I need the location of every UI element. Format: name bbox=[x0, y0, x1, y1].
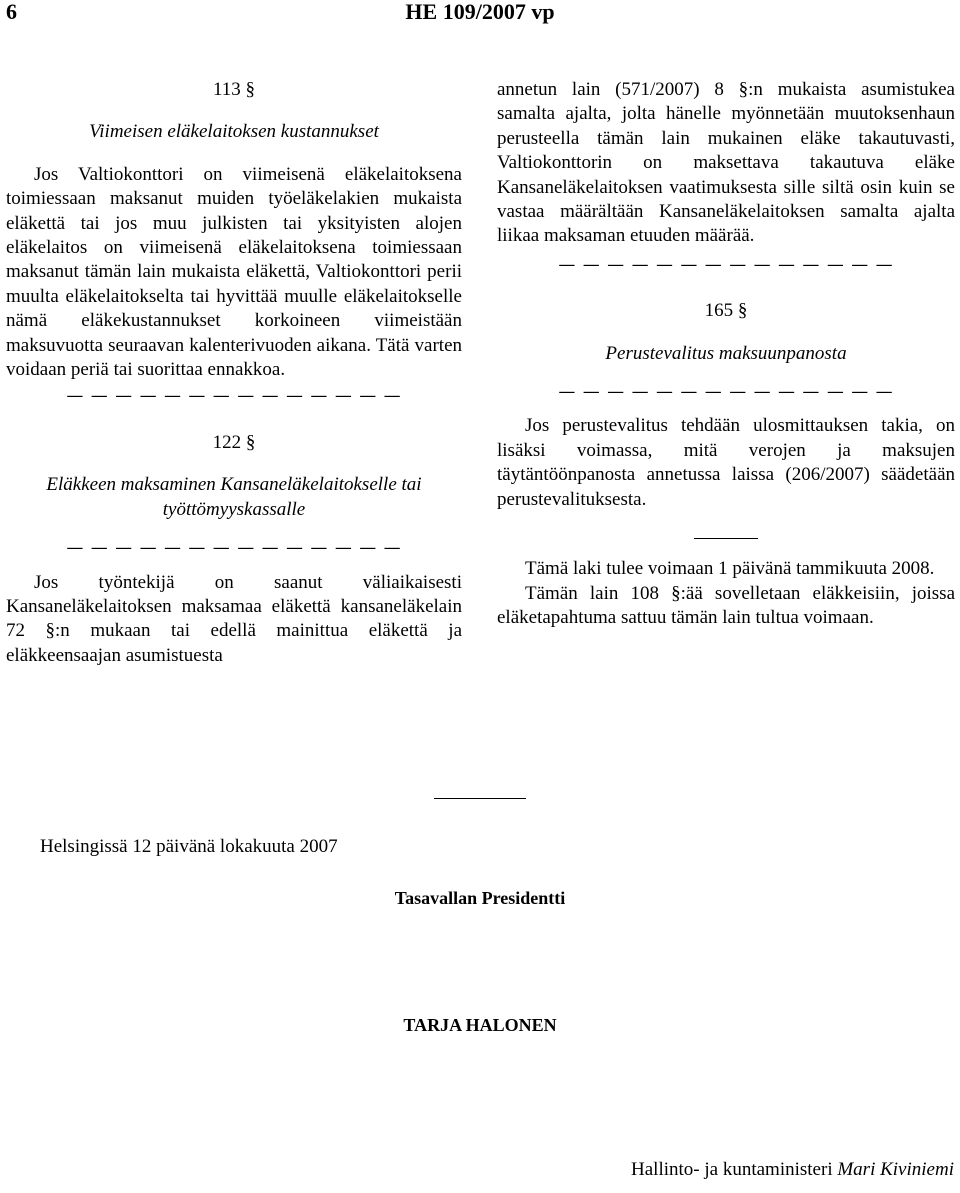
minister-role: Hallinto- ja kuntaministeri bbox=[631, 1159, 833, 1180]
countersignature bbox=[631, 1158, 954, 1182]
section-122-body: Jos työntekijä on saanut väliaikaisesti Kansaneläkelaitoksen maksamaa eläkettä kansaneläkelain 72 §:n mukaan tai edellä mainittua eläkettä ja eläkkeensaajan asumistuesta bbox=[6, 571, 462, 666]
omission-dashes: — — — — — — — — — — — — — — bbox=[66, 386, 402, 407]
section-separator-rule bbox=[694, 538, 758, 539]
end-of-act-rule bbox=[434, 798, 526, 799]
signature-title: Tasavallan Presidentti bbox=[394, 888, 566, 908]
section-113-body: Jos Valtiokonttori on viimeisenä eläkelaitoksena toimiessaan maksanut muiden työeläkelakien mukaista eläkettä tai jos muu julkisten tai yksityisten alojen eläkelaitos on viimeisenä eläkelaitoksena toimiessaan maksanut tämän lain mukaista eläkettä, Valtiokonttori perii muulta eläkelaitokselta tai hyvittää muulle eläkelaitokselle nämä eläkekustannukset korkoineen viimeistään maksuvuotta seuraavan kalenterivuoden aikana. Tätä varten voidaan periä tai suorittaa ennakkoa. bbox=[6, 163, 462, 381]
section-113-number: 113 § bbox=[212, 79, 256, 100]
page-header bbox=[0, 0, 960, 30]
minister-name: Mari Kiviniemi bbox=[837, 1159, 954, 1180]
left-column bbox=[6, 78, 462, 668]
signature-place-date: Helsingissä 12 päivänä lokakuuta 2007 bbox=[40, 836, 338, 857]
omission-dashes: — — — — — — — — — — — — — — bbox=[66, 538, 402, 559]
right-column bbox=[497, 78, 955, 630]
section-122-continuation: annetun lain (571/2007) 8 §:n mukaista asumistukea samalta ajalta, jolta hänelle myönnetään muutoksenhaun perusteella tämän lain mukainen eläke takautuvasti, Valtiokonttorin on maksettava takautuva eläke Kansaneläkelaitoksen vaatimuksesta sille siltä osin kuin se vastaa määrältään Kansaneläkelaitoksen samalta ajalta liikaa maksaman etuuden määrää. bbox=[497, 79, 955, 247]
applicability-paragraph: Tämän lain 108 §:ää sovelletaan eläkkeisiin, joissa eläketapahtuma sattuu tämän lain tultua voimaan. bbox=[497, 582, 955, 628]
section-165-title: Perustevalitus maksuunpanosta bbox=[605, 342, 847, 364]
section-122-title: Eläkkeen maksaminen Kansaneläkelaitokselle tai työttömyyskassalle bbox=[46, 474, 422, 520]
section-113-title: Viimeisen eläkelaitoksen kustannukset bbox=[89, 121, 379, 143]
document-id: HE 109/2007 vp bbox=[405, 0, 555, 24]
omission-dashes: — — — — — — — — — — — — — — bbox=[558, 382, 894, 403]
section-122-number: 122 § bbox=[212, 431, 256, 453]
section-165-number: 165 § bbox=[704, 300, 748, 322]
omission-dashes: — — — — — — — — — — — — — — bbox=[558, 254, 894, 275]
signature-name: TARJA HALONEN bbox=[403, 1015, 557, 1035]
section-165-body: Jos perustevalitus tehdään ulosmittauksen takia, on lisäksi voimassa, mitä verojen ja maksujen täytäntöönpanosta annetussa laissa (206/2007) säädetään perustevalituksesta. bbox=[497, 415, 955, 510]
entry-into-force-paragraph: Tämä laki tulee voimaan 1 päivänä tammikuuta 2008. bbox=[525, 558, 935, 580]
page-number: 6 bbox=[6, 0, 17, 24]
